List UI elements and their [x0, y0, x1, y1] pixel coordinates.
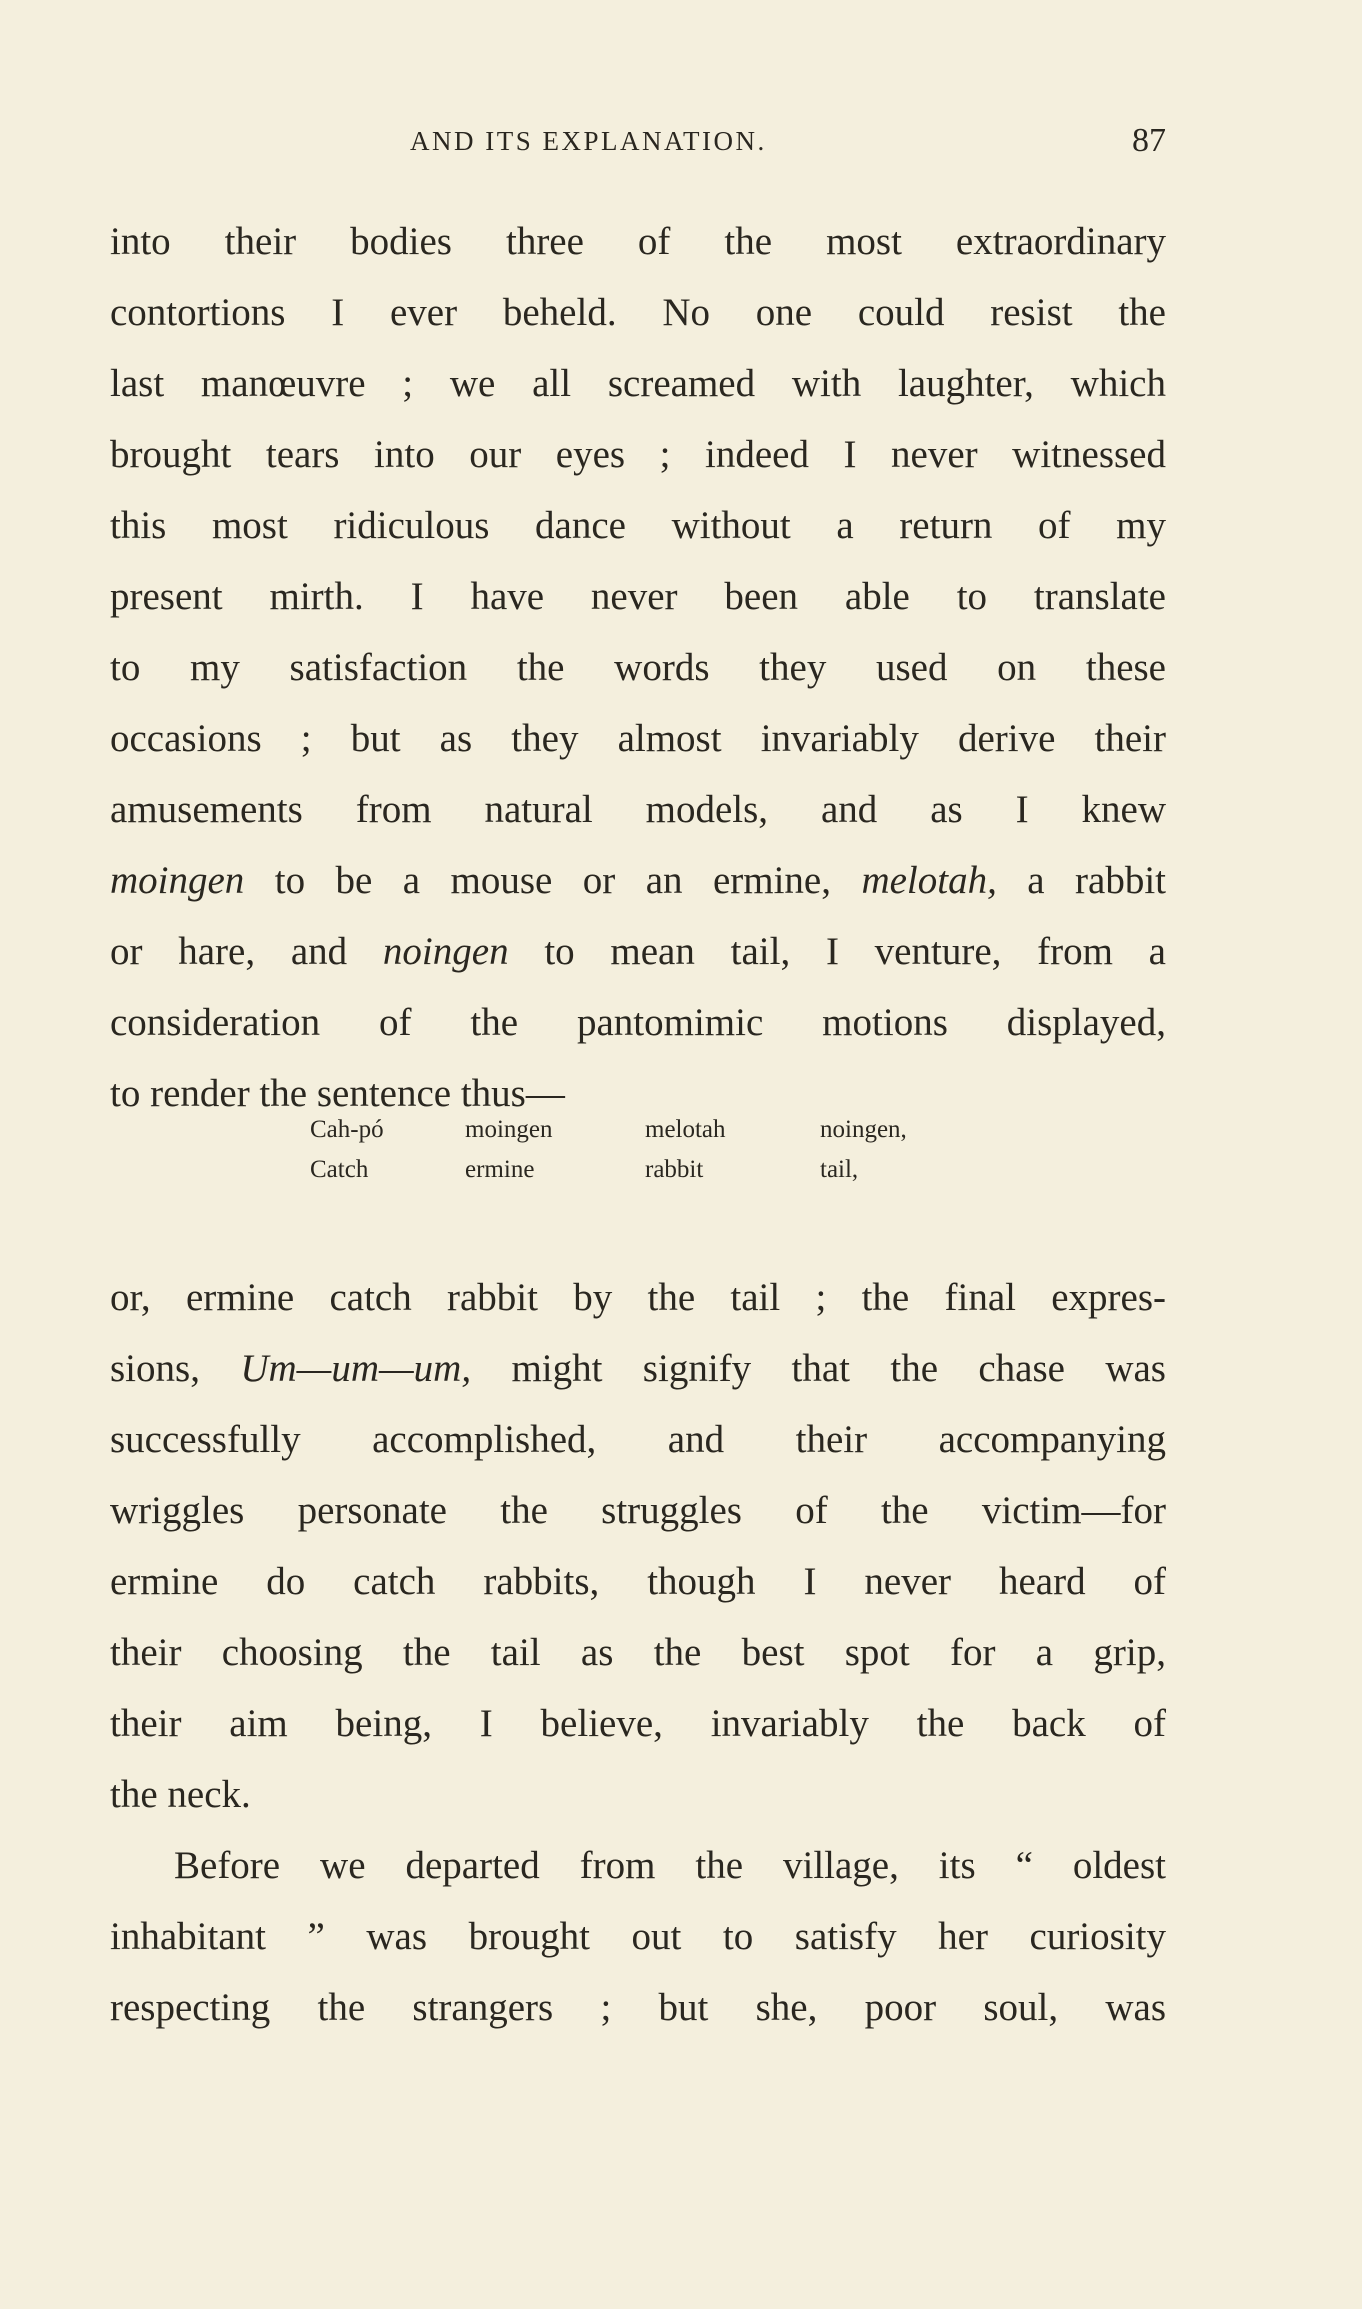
text-line: contortions I ever beheld. No one could resist the [110, 291, 1166, 334]
native-word: moingen [465, 1116, 553, 1143]
gloss-word: ermine [465, 1156, 535, 1183]
text-run: sions, [110, 1347, 241, 1390]
gloss-word: Catch [310, 1156, 369, 1183]
text-line [110, 916, 1166, 987]
text-line [110, 1333, 1166, 1404]
text-line: into their bodies three of the most extraordinary [110, 220, 1166, 263]
text-run: to mean tail, I venture, from a [508, 930, 1166, 973]
paragraph-translation-explanation [110, 1262, 1166, 2043]
italic-word: noingen [382, 930, 509, 973]
text-run: or hare, and [110, 930, 383, 973]
text-line: this most ridiculous dance without a return of my [110, 504, 1166, 547]
text-line: last manœuvre ; we all screamed with laughter, which [110, 362, 1166, 405]
gloss-word: rabbit [645, 1156, 704, 1183]
text-run: a rabbit [996, 859, 1167, 902]
text-line: amusements from natural models, and as I knew [110, 788, 1166, 831]
text-line: their choosing the tail as the best spot for a grip, [110, 1631, 1166, 1674]
text-line: respecting the strangers ; but she, poor soul, was [110, 1986, 1166, 2029]
text-line: to my satisfaction the words they used on these [110, 646, 1166, 689]
native-word: melotah [645, 1116, 726, 1143]
text-line: occasions ; but as they almost invariably derive their [110, 717, 1166, 760]
text-line: inhabitant ” was brought out to satisfy her curiosity [110, 1915, 1166, 1958]
text-line: or, ermine catch rabbit by the tail ; the final expres- [110, 1276, 1166, 1319]
paragraph-dance-description [110, 206, 1166, 1129]
text-line: Before we departed from the village, its “ oldest [174, 1844, 1166, 1887]
native-word: noingen, [820, 1116, 907, 1143]
italic-word: moingen [110, 859, 245, 902]
text-line: successfully accomplished, and their accompanying [110, 1418, 1166, 1461]
gloss-word: tail, [820, 1156, 859, 1183]
native-word: Cah-pó [310, 1116, 384, 1143]
text-line: brought tears into our eyes ; indeed I never witnessed [110, 433, 1166, 476]
interlinear-translation [310, 1110, 1010, 1190]
text-line: to render the sentence thus— [110, 1072, 565, 1115]
text-run: to be a mouse or an ermine, [244, 859, 862, 902]
text-line: consideration of the pantomimic motions displayed, [110, 1001, 1166, 1044]
gloss-row [310, 1150, 1010, 1190]
text-line: ermine do catch rabbits, though I never heard of [110, 1560, 1166, 1603]
text-run: might signify that the chase was [471, 1347, 1166, 1390]
text-line [110, 845, 1166, 916]
native-words-row [310, 1110, 1010, 1150]
text-line: their aim being, I believe, invariably the back of [110, 1702, 1166, 1745]
page-number: 87 [1132, 122, 1166, 159]
running-head-title: AND ITS EXPLANATION. [410, 126, 767, 156]
italic-word: Um—um—um, [240, 1347, 472, 1390]
text-line: present mirth. I have never been able to translate [110, 575, 1166, 618]
text-line: the neck. [110, 1773, 251, 1816]
text-line: wriggles personate the struggles of the victim—for [110, 1489, 1166, 1532]
italic-word: melotah, [861, 859, 997, 902]
running-head [110, 122, 1166, 166]
